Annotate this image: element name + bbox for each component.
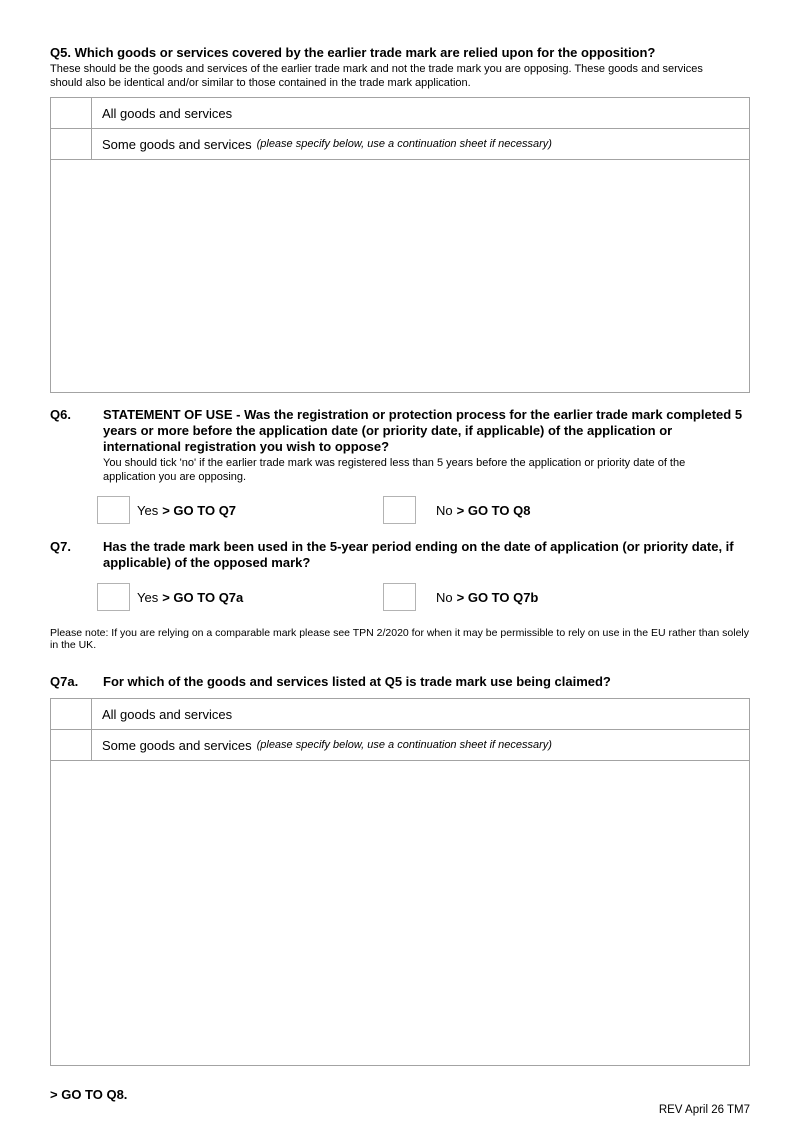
q7-heading: Has the trade mark been used in the 5-year period ending on the date of application (or priority date, if applicable) of the opposed mark? <box>103 539 734 570</box>
comparable-mark-note: Please note: If you are relying on a comparable mark please see TPN 2/2020 for when it may be permissible to rely on use in the EU rather than solely in the UK. <box>50 627 750 651</box>
q7a-some-goods-label <box>92 730 552 760</box>
q7-number: Q7. <box>50 539 71 554</box>
q6-no-goto: > GO TO Q8 <box>456 502 531 518</box>
q7-no-label-text: No <box>436 589 453 605</box>
q7-answer-no <box>383 583 538 611</box>
q7-body <box>103 539 750 571</box>
q5-option-row-all-goods <box>51 98 749 129</box>
q6-no-label-text: No <box>436 502 453 518</box>
question-q7a <box>50 674 750 690</box>
q6-answers <box>97 496 750 524</box>
q7a-all-goods-label-text: All goods and services <box>102 706 233 722</box>
q6-yes-goto: > GO TO Q7 <box>162 502 237 518</box>
q7a-heading: For which of the goods and services listed at Q5 is trade mark use being claimed? <box>103 674 611 689</box>
q7-no-goto: > GO TO Q7b <box>456 589 539 605</box>
q5-some-goods-label <box>92 129 552 159</box>
q6-yes-label-text: Yes <box>137 502 159 518</box>
q7-no-checkbox[interactable] <box>383 583 416 611</box>
q5-all-goods-label-text: All goods and services <box>102 105 233 121</box>
q7a-option-row-all-goods <box>51 699 749 730</box>
q5-some-goods-checkbox[interactable] <box>51 129 92 159</box>
q7a-some-goods-label-note: (please specify below, use a continuation sheet if necessary) <box>256 739 552 751</box>
q7-answer-yes <box>97 583 383 611</box>
q6-no-checkbox[interactable] <box>383 496 416 524</box>
q7a-all-goods-label <box>92 699 232 729</box>
q7-yes-label <box>137 590 243 605</box>
q5-all-goods-label <box>92 98 232 128</box>
q5-heading: Q5. Which goods or services covered by the earlier trade mark are relied upon for the opposition? <box>50 45 656 60</box>
goto-q8-instruction: > GO TO Q8. <box>50 1087 128 1102</box>
q6-answer-yes <box>97 496 383 524</box>
q5-specification-area[interactable] <box>51 160 749 392</box>
q7a-number: Q7a. <box>50 674 79 689</box>
q5-option-row-some-goods <box>51 129 749 160</box>
q7a-some-goods-checkbox[interactable] <box>51 730 92 760</box>
q7-yes-goto: > GO TO Q7a <box>162 589 244 605</box>
q6-body <box>103 407 750 484</box>
q7a-option-row-some-goods <box>51 730 749 761</box>
q6-yes-label <box>137 503 236 518</box>
q7a-specification-area[interactable] <box>51 761 749 1065</box>
q5-all-goods-checkbox[interactable] <box>51 98 92 128</box>
q6-answer-no <box>383 496 530 524</box>
q7a-all-goods-checkbox[interactable] <box>51 699 92 729</box>
q7-no-label <box>436 590 538 605</box>
q6-no-label <box>436 503 530 518</box>
q6-yes-checkbox[interactable] <box>97 496 130 524</box>
q7-answers <box>97 583 750 611</box>
q7-yes-checkbox[interactable] <box>97 583 130 611</box>
q5-note: These should be the goods and services of the earlier trade mark and not the trade mark you are opposing. These goods and services should also be identical and/or similar to those contained in the trade mark application. <box>50 63 703 89</box>
q6-number: Q6. <box>50 407 71 422</box>
form-revision-label: REV April 26 TM7 <box>658 1104 750 1116</box>
q6-note: You should tick 'no' if the earlier trade mark was registered less than 5 years before the application or priority date of the application you are opposing. <box>103 457 686 483</box>
q5-options-table <box>50 97 750 393</box>
q7-yes-label-text: Yes <box>137 589 159 605</box>
q6-heading: STATEMENT OF USE - Was the registration or protection process for the earlier trade mark completed 5 years or more before the application date (or priority date, if applicable) of the application or international registration you wish to oppose? <box>103 407 743 454</box>
q5-some-goods-label-note: (please specify below, use a continuation sheet if necessary) <box>256 138 552 150</box>
q5-some-goods-label-text: Some goods and services <box>102 136 252 152</box>
q7a-body <box>103 674 750 690</box>
question-q6 <box>50 407 750 484</box>
q7a-options-table <box>50 698 750 1066</box>
q7a-some-goods-label-text: Some goods and services <box>102 737 252 753</box>
question-q7 <box>50 539 750 571</box>
